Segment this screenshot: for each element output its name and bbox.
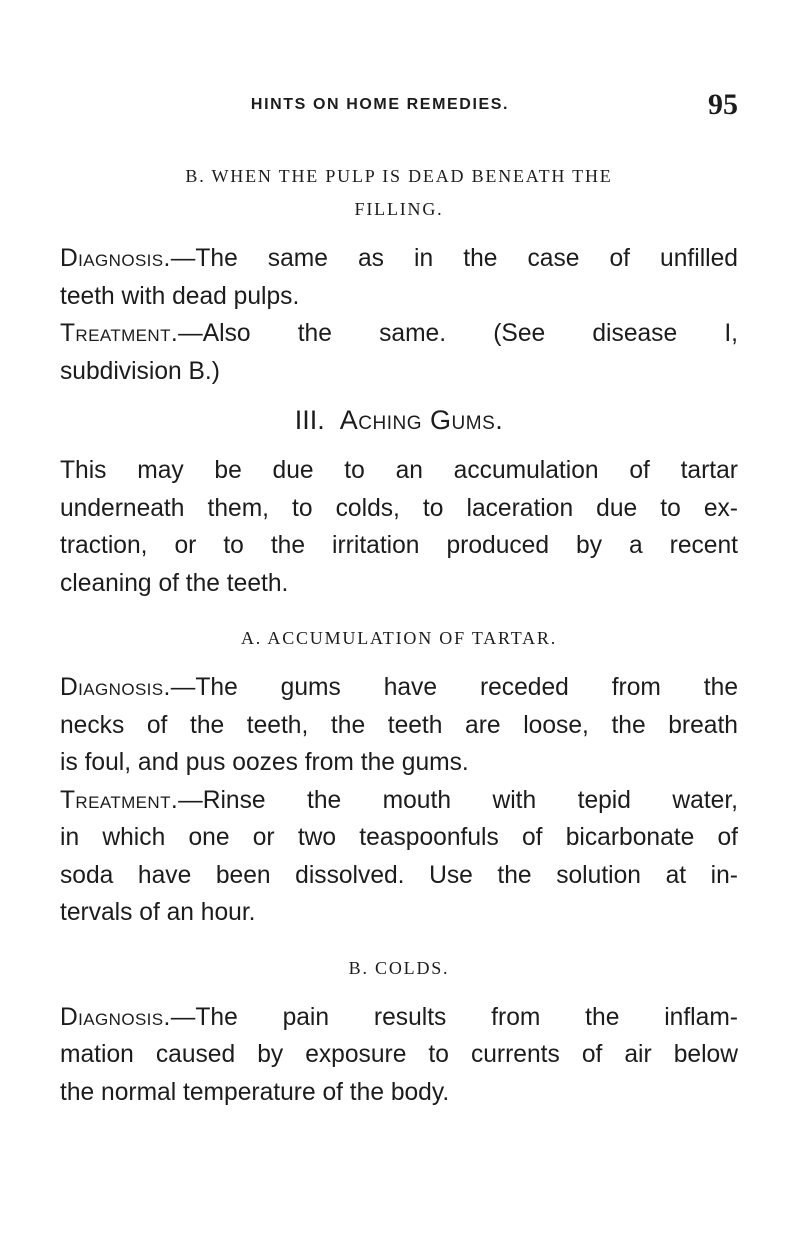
text-line: the normal temperature of the body. (60, 1078, 450, 1106)
text-line: mation caused by exposure to currents of air below (60, 1041, 738, 1068)
running-head (60, 88, 740, 126)
diagnosis-lead: Diagnosis. (60, 1003, 171, 1031)
text-line: Diagnosis.—The gums have receded from the (60, 674, 738, 701)
chapter-title: Aching Gums. (339, 405, 504, 435)
intro-paragraph (60, 452, 738, 602)
diagnosis-lead: Diagnosis. (60, 245, 171, 272)
text-line: Treatment.—Rinse the mouth with tepid water, (60, 786, 738, 814)
text-line: is foul, and pus oozes from the gums. (60, 749, 469, 776)
text-line: tervals of an hour. (60, 899, 256, 926)
section-heading-b-colds: B. COLDS. (348, 957, 450, 978)
text-line: Diagnosis.—The pain results from the inflam- (60, 1003, 738, 1031)
text-line: This may be due to an accumulation of tartar (60, 457, 738, 484)
text-line: teeth with dead pulps. (60, 282, 300, 310)
section-heading-b-pulp-dead (60, 160, 738, 226)
body-text (60, 160, 738, 1111)
text-line: necks of the teeth, the teeth are loose, the breath (60, 711, 738, 739)
text-line: Diagnosis.—The same as in the case of unfilled (60, 245, 738, 272)
treatment-lead: Treatment. (60, 786, 179, 814)
section-heading-line: B. WHEN THE PULP IS DEAD BENEATH THE (185, 166, 613, 186)
section-heading-line: FILLING. (354, 199, 444, 219)
chapter-numeral: III. (294, 405, 325, 435)
diagnosis-paragraph (60, 240, 738, 315)
treatment-paragraph (60, 315, 738, 390)
treatment-paragraph (60, 782, 738, 932)
text-line: subdivision B.) (60, 357, 220, 385)
section-heading-a-tartar: A. ACCUMULATION OF TARTAR. (240, 628, 558, 648)
page-number: 95 (708, 88, 738, 121)
text-line: underneath them, to colds, to laceration due to ex- (60, 494, 738, 522)
running-title: HINTS ON HOME REMEDIES. (250, 96, 510, 113)
diagnosis-paragraph (60, 669, 738, 782)
diagnosis-paragraph (60, 999, 738, 1112)
chapter-heading (60, 402, 738, 438)
text-line: soda have been dissolved. Use the solution at in- (60, 861, 738, 889)
text-line: Treatment.—Also the same. (See disease I, (60, 320, 738, 347)
text-line: in which one or two teaspoonfuls of bicarbonate of (60, 824, 738, 851)
treatment-lead: Treatment. (60, 320, 179, 347)
text-line: cleaning of the teeth. (60, 569, 289, 597)
diagnosis-lead: Diagnosis. (60, 674, 171, 701)
text-line: traction, or to the irritation produced by a recent (60, 532, 738, 559)
